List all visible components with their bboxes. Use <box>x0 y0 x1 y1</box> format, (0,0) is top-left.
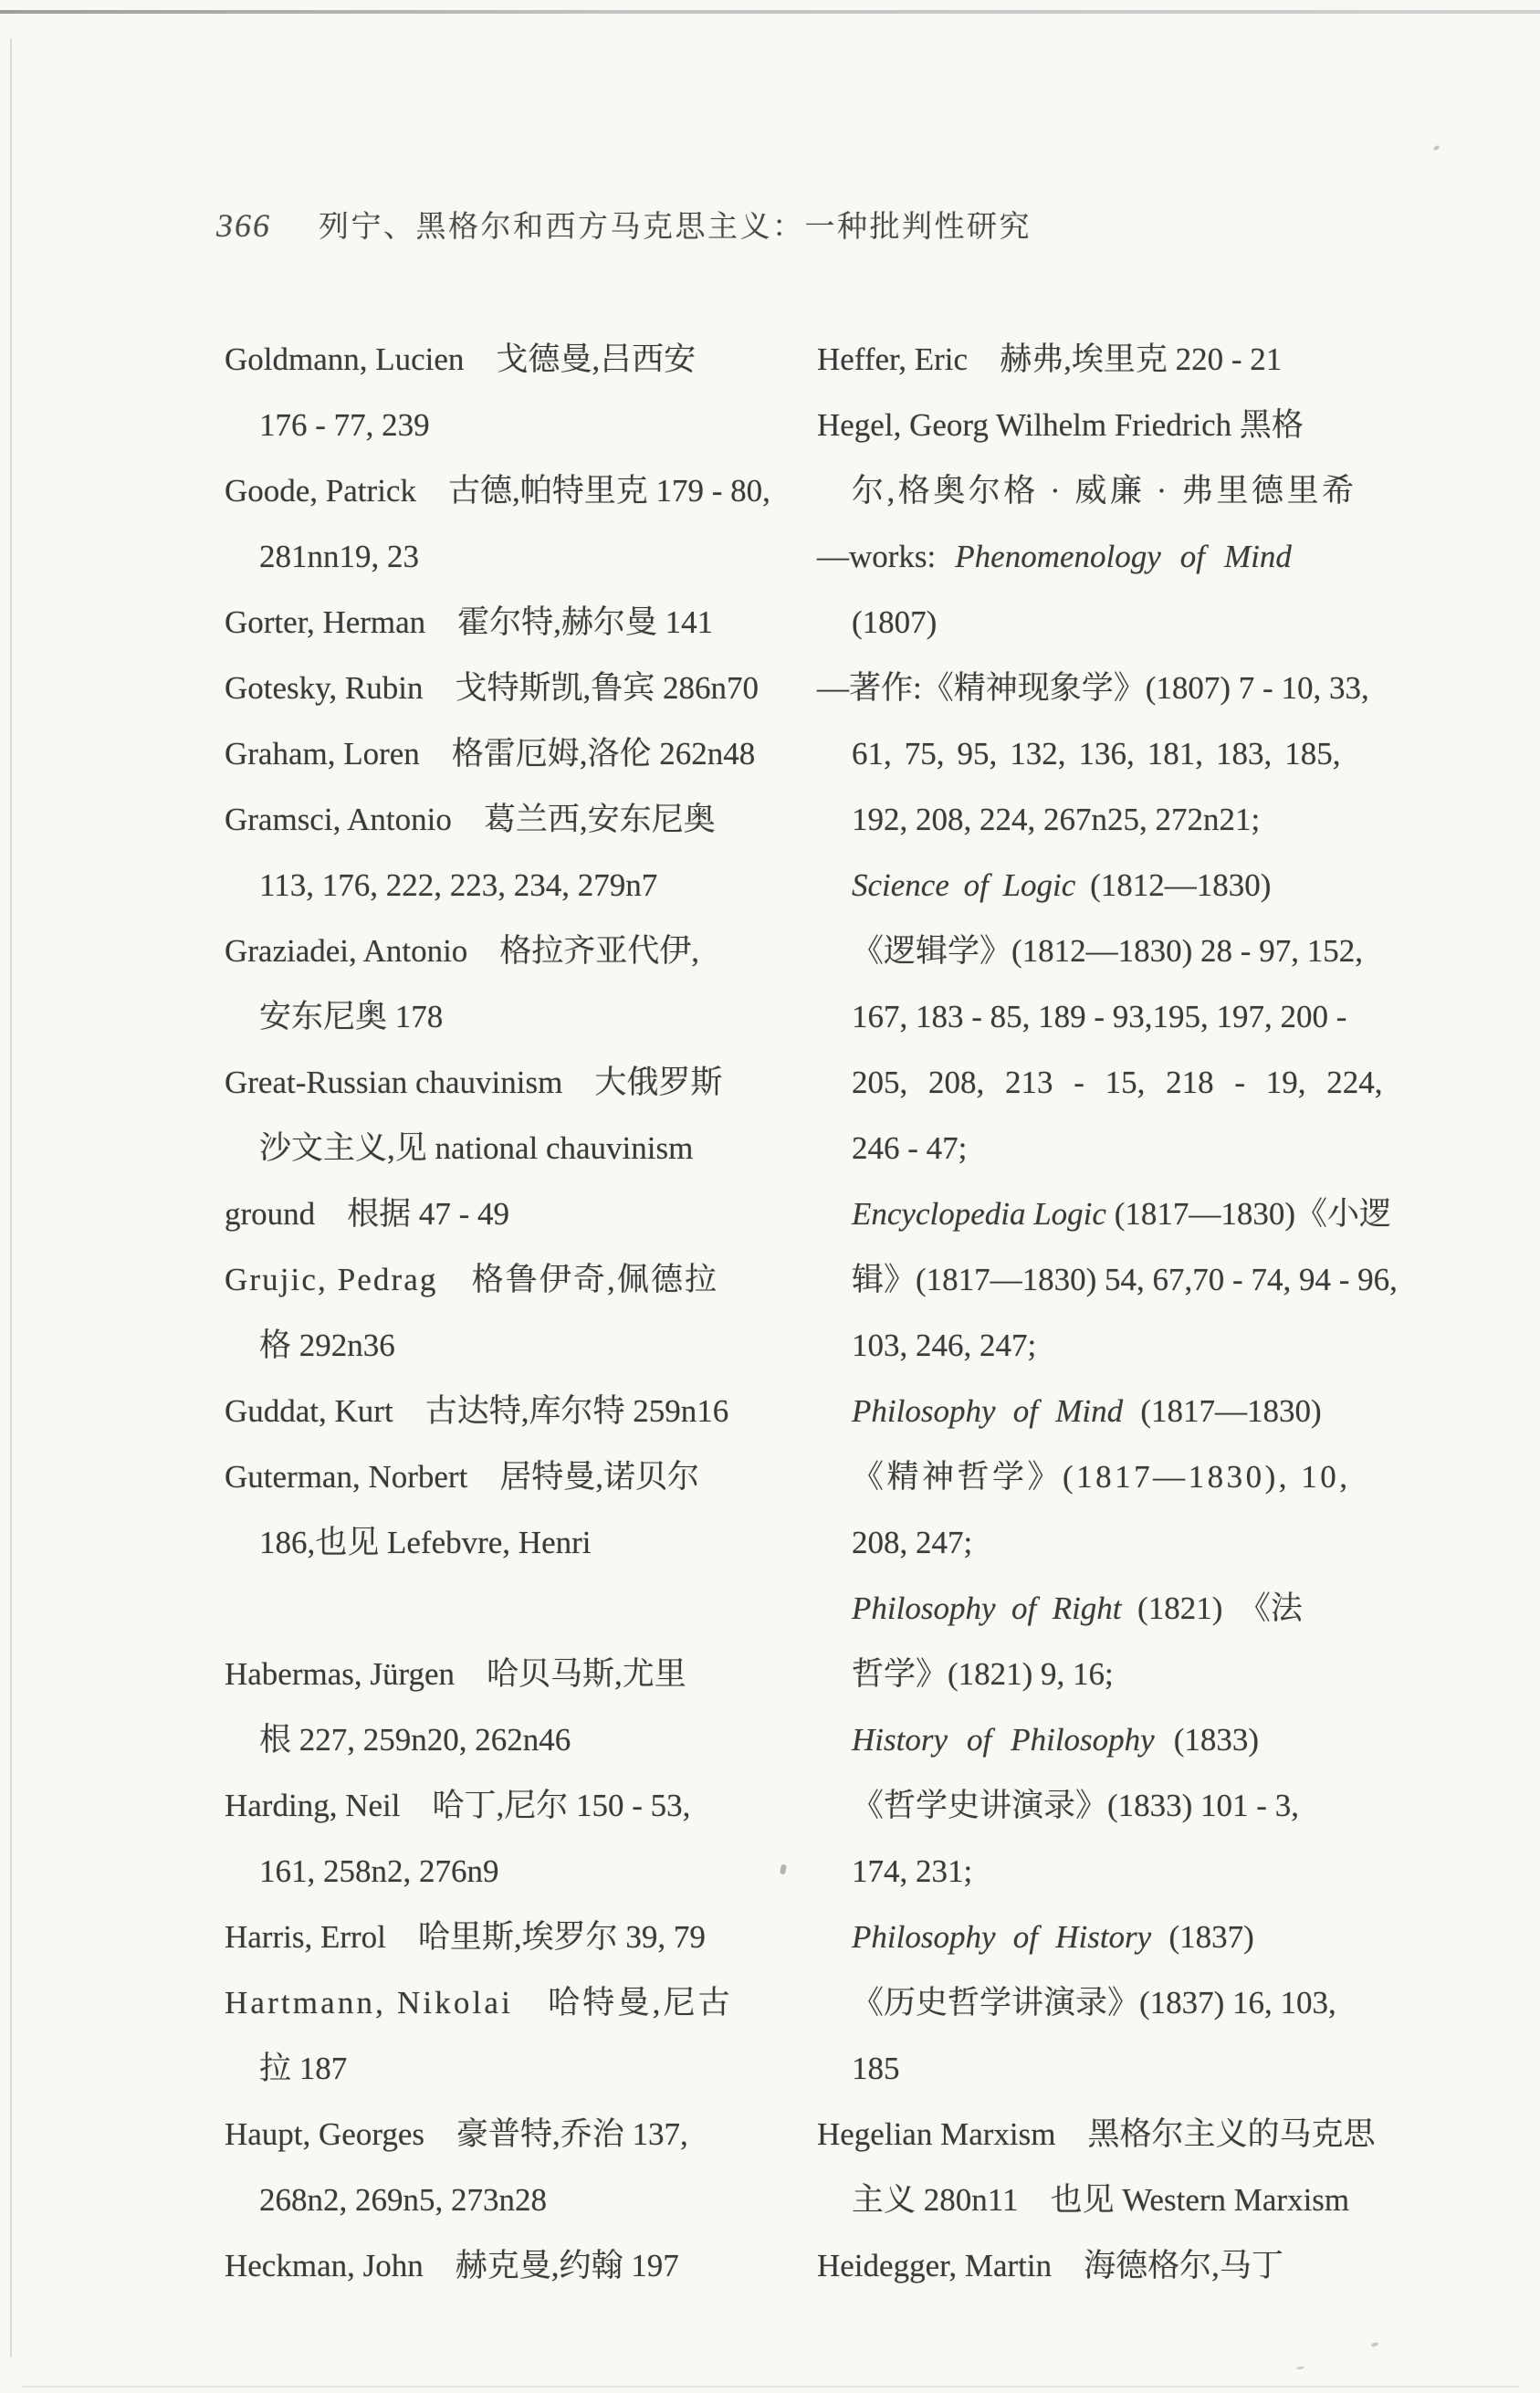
text-segment: (1837) <box>1151 1919 1254 1955</box>
page-number: 366 <box>216 207 271 244</box>
text-segment: 113, 176, 222, 223, 234, 279n7 <box>259 867 658 903</box>
index-line <box>817 1444 1354 1510</box>
scan-speckle <box>1371 2342 1379 2347</box>
text-segment: 103, 246, 247; <box>852 1328 1037 1363</box>
index-line <box>225 1181 761 1247</box>
work-title-italic: Encyclopedia Logic <box>852 1196 1106 1232</box>
index-line <box>225 327 761 393</box>
index-line <box>817 721 1354 787</box>
index-line <box>225 1642 761 1707</box>
index-line <box>817 524 1354 590</box>
text-segment: 174, 231; <box>852 1853 973 1889</box>
text-segment: Habermas, Jürgen 哈贝马斯,尤里 <box>225 1656 686 1692</box>
text-segment: 167, 183 - 85, 189 - 93,195, 197, 200 - <box>852 999 1347 1034</box>
index-line <box>817 1247 1398 1313</box>
index-line <box>817 2102 1376 2167</box>
text-segment: 281nn19, 23 <box>259 539 419 574</box>
scan-speckle <box>1432 145 1440 152</box>
index-line <box>225 656 761 721</box>
text-segment: 《哲学史讲演录》(1833) 101 - 3, <box>852 1788 1299 1823</box>
index-line <box>817 656 1369 721</box>
index-line <box>817 1773 1354 1839</box>
index-line <box>225 1905 761 1970</box>
text-segment: 主义 280n11 也见 Western Marxism <box>852 2182 1350 2218</box>
text-segment: Great-Russian chauvinism 大俄罗斯 <box>225 1065 723 1100</box>
page-edge-bottom-line <box>22 2386 1519 2388</box>
text-segment: Heidegger, Martin 海德格尔,马丁 <box>817 2248 1283 2283</box>
index-line <box>817 393 1354 458</box>
text-segment: 安东尼奥 178 <box>259 999 444 1034</box>
text-segment: 176 - 77, 239 <box>259 407 430 443</box>
work-title-italic: Philosophy of History <box>852 1919 1152 1955</box>
index-line <box>225 787 761 853</box>
index-line <box>817 458 1357 524</box>
text-segment: Hegelian Marxism 黑格尔主义的马克思 <box>817 2116 1376 2152</box>
index-right-column <box>817 327 1398 2299</box>
text-segment: 208, 247; <box>852 1525 973 1560</box>
index-line <box>817 2036 1354 2102</box>
text-segment: (1817—1830) <box>1123 1393 1322 1429</box>
text-segment: Gorter, Herman 霍尔特,赫尔曼 141 <box>225 604 714 640</box>
text-segment: Harris, Errol 哈里斯,埃罗尔 39, 79 <box>225 1919 706 1955</box>
text-segment: Heckman, John 赫克曼,约翰 197 <box>225 2248 679 2283</box>
text-segment: 哲学》(1821) 9, 16; <box>852 1656 1114 1692</box>
text-segment: 沙文主义,见 national chauvinism <box>259 1130 694 1166</box>
text-segment: (1833) <box>1154 1722 1260 1758</box>
text-segment: 185 <box>852 2051 900 2086</box>
index-line <box>817 1050 1383 1116</box>
index-line <box>225 2233 761 2299</box>
index-line <box>225 458 770 524</box>
index-line <box>225 1707 761 1773</box>
text-segment: Goldmann, Lucien 戈德曼,吕西安 <box>225 341 697 377</box>
text-segment: Guterman, Norbert 居特曼,诺贝尔 <box>225 1459 700 1495</box>
index-line <box>225 721 761 787</box>
index-line <box>225 1247 761 1313</box>
text-segment: Hegel, Georg Wilhelm Friedrich 黑格 <box>817 407 1304 443</box>
index-line <box>225 1510 761 1576</box>
index-line <box>817 1379 1354 1444</box>
index-line <box>817 1839 1354 1905</box>
text-segment: 192, 208, 224, 267n25, 272n21; <box>852 802 1261 837</box>
index-left-column <box>225 327 770 2299</box>
index-line <box>225 1379 761 1444</box>
index-line <box>225 1050 761 1116</box>
page-edge-left-line <box>10 38 12 2357</box>
text-segment: 尔,格奥尔格 · 威廉 · 弗里德里希 <box>852 473 1357 509</box>
text-segment: 《逻辑学》(1812—1830) 28 - 97, 152, <box>852 933 1363 969</box>
text-segment: 268n2, 269n5, 273n28 <box>259 2182 547 2218</box>
text-segment: (1812—1830) <box>1075 867 1272 903</box>
text-segment: (1817—1830)《小逻 <box>1105 1196 1392 1232</box>
index-line <box>817 327 1354 393</box>
index-line <box>817 984 1354 1050</box>
blank-line <box>225 1576 761 1642</box>
text-segment: 246 - 47; <box>852 1130 968 1166</box>
index-line <box>225 590 761 656</box>
index-line <box>225 393 761 458</box>
text-segment: Heffer, Eric 赫弗,埃里克 220 - 21 <box>817 341 1283 377</box>
text-segment: (1807) <box>852 604 938 640</box>
text-segment: 161, 258n2, 276n9 <box>259 1853 499 1889</box>
running-title: 列宁、黑格尔和西方马克思主义：一种批判性研究 <box>319 211 1032 244</box>
page-edge-top-line <box>0 10 1540 14</box>
text-segment: Hartmann, Nikolai 哈特曼,尼古 <box>225 1985 733 2020</box>
index-line <box>817 1116 1354 1181</box>
text-segment: Guddat, Kurt 古达特,库尔特 259n16 <box>225 1393 729 1429</box>
index-line <box>817 1313 1354 1379</box>
work-title-italic: Philosophy of Mind <box>852 1393 1124 1429</box>
work-title-italic: Science of Logic <box>852 867 1076 903</box>
text-segment: Graziadei, Antonio 格拉齐亚代伊, <box>225 933 700 969</box>
text-segment: (1821) 《法 <box>1121 1590 1303 1626</box>
index-line <box>225 1970 761 2036</box>
index-line <box>817 2167 1354 2233</box>
index-line <box>225 1313 761 1379</box>
index-line <box>225 1773 761 1839</box>
index-line <box>817 590 1354 656</box>
text-segment: 186,也见 Lefebvre, Henri <box>259 1525 592 1560</box>
scan-speckle <box>780 1863 787 1874</box>
index-line <box>817 1642 1354 1707</box>
text-segment: 拉 187 <box>259 2051 348 2086</box>
text-segment: Gramsci, Antonio 葛兰西,安东尼奥 <box>225 802 716 837</box>
index-line <box>225 984 761 1050</box>
index-line <box>817 1510 1354 1576</box>
index-line <box>817 787 1354 853</box>
index-line <box>225 1444 761 1510</box>
text-segment: 格 292n36 <box>259 1328 395 1363</box>
index-line <box>225 2167 761 2233</box>
index-line <box>817 918 1363 984</box>
index-line <box>817 2233 1354 2299</box>
text-segment: —works: <box>817 539 956 574</box>
index-line <box>817 1707 1354 1773</box>
index-line <box>225 1839 761 1905</box>
work-title-italic: Philosophy of Right <box>852 1590 1122 1626</box>
scan-speckle <box>1296 2366 1304 2370</box>
index-line <box>817 1905 1354 1970</box>
text-segment: Gotesky, Rubin 戈特斯凯,鲁宾 286n70 <box>225 670 759 706</box>
text-segment: 辑》(1817—1830) 54, 67,70 - 74, 94 - 96, <box>852 1262 1398 1297</box>
text-segment: —著作:《精神现象学》(1807) 7 - 10, 33, <box>817 670 1369 706</box>
text-segment: 61, 75, 95, 132, 136, 181, 183, 185, <box>852 736 1341 771</box>
index-line <box>817 1576 1354 1642</box>
text-segment: Graham, Loren 格雷厄姆,洛伦 262n48 <box>225 736 756 771</box>
text-segment: Haupt, Georges 豪普特,乔治 137, <box>225 2116 688 2152</box>
running-header <box>216 203 1032 246</box>
index-line <box>225 2102 761 2167</box>
text-segment: 《历史哲学讲演录》(1837) 16, 103, <box>852 1985 1336 2020</box>
index-line <box>225 2036 761 2102</box>
text-segment: Grujic, Pedrag 格鲁伊奇,佩德拉 <box>225 1262 719 1297</box>
text-segment: Goode, Patrick 古德,帕特里克 179 - 80, <box>225 473 770 509</box>
index-line <box>817 853 1354 918</box>
index-line <box>225 853 761 918</box>
text-segment: Harding, Neil 哈丁,尼尔 150 - 53, <box>225 1788 691 1823</box>
index-line <box>225 1116 761 1181</box>
text-segment: 根 227, 259n20, 262n46 <box>259 1722 571 1758</box>
text-segment: 《精神哲学》(1817—1830), 10, <box>852 1459 1351 1495</box>
index-line <box>225 524 761 590</box>
work-title-italic: History of Philosophy <box>852 1722 1155 1758</box>
index-line <box>817 1181 1392 1247</box>
index-line <box>817 1970 1354 2036</box>
index-line <box>225 918 761 984</box>
text-segment: 205, 208, 213 - 15, 218 - 19, 224, <box>852 1065 1383 1100</box>
text-segment: ground 根据 47 - 49 <box>225 1196 510 1232</box>
work-title-italic: Phenomenology of Mind <box>955 539 1292 574</box>
